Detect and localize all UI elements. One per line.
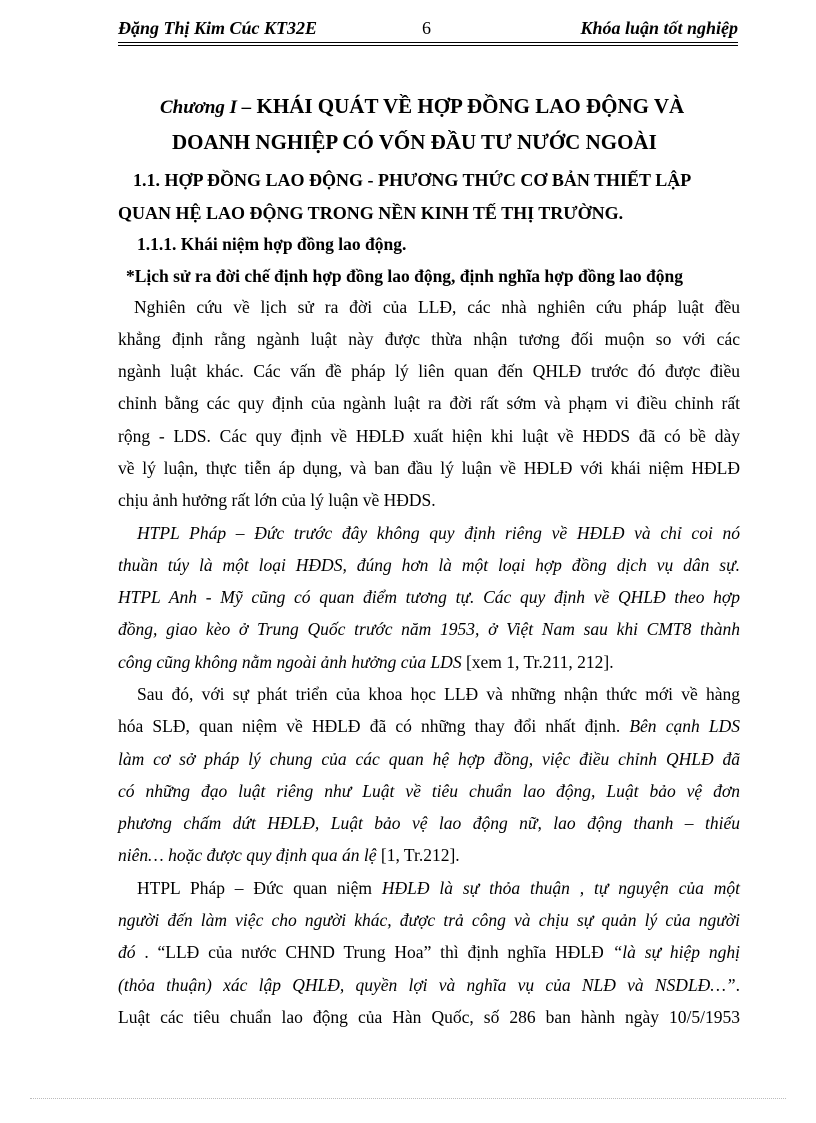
para4-italic-text: (thỏa thuận) xác lập QHLĐ, quyền lợi và nghĩa vụ của NLĐ và NSDLĐ…”	[118, 975, 736, 995]
para1-line: về lý luận, thực tiễn áp dụng, và ban đầu lý luận về HĐLĐ với khái niệm HĐLĐ	[118, 458, 740, 478]
section-heading-line2: QUAN HỆ LAO ĐỘNG TRONG NỀN KINH TẾ THỊ TRƯỜNG.	[118, 203, 624, 223]
header-doc-type: Khóa luận tốt nghiệp	[580, 18, 738, 38]
chapter-title-line2: DOANH NGHIỆP CÓ VỐN ĐẦU TƯ NƯỚC NGOÀI	[172, 130, 657, 154]
para4-line	[118, 942, 740, 963]
para3-italic-text: niên… hoặc được quy định qua án lệ	[118, 845, 377, 865]
para4-line	[118, 975, 740, 996]
para1-line: khẳng định rằng ngành luật này được thừa nhận tương đối muộn so với các	[118, 329, 740, 349]
para1-line: rộng - LDS. Các quy định về HĐLĐ xuất hiện khi luật về HĐDS đã có bề dày	[118, 426, 740, 446]
para1-line: Nghiên cứu về lịch sử ra đời của LLĐ, các nhà nghiên cứu pháp luật đều	[134, 297, 740, 317]
para4-italic-text: đó	[118, 942, 136, 962]
para3-italic-text: Bên cạnh LDS	[620, 716, 740, 736]
para3-line: có những đạo luật riêng như Luật về tiêu chuẩn lao động, Luật bảo vệ đơn	[118, 781, 740, 801]
para4-italic-text: “là sự hiệp nghị	[612, 942, 740, 962]
para2-last-line	[118, 652, 740, 673]
para4-line: Luật các tiêu chuẩn lao động của Hàn Quốc, số 286 ban hành ngày 10/5/1953	[118, 1007, 740, 1027]
page-header	[118, 16, 738, 46]
subsection-heading: 1.1.1. Khái niệm hợp đồng lao động.	[137, 234, 407, 254]
para2-citation: [xem 1, Tr.211, 212].	[461, 652, 614, 672]
para1-line: ngành luật khác. Các vấn đề pháp lý liên quan đến QHLĐ trước đó được điều	[118, 361, 740, 381]
para2-text: công cũng không nằm ngoài ảnh hưởng của LDS	[118, 652, 462, 672]
chapter-title-text1: KHÁI QUÁT VỀ HỢP ĐỒNG LAO ĐỘNG VÀ	[251, 94, 685, 118]
para4-italic-text: HĐLĐ là sự thỏa thuận , tự nguyện của một	[372, 878, 741, 898]
para4-text: . “LLĐ của nước CHND Trung Hoa” thì định nghĩa HĐLĐ	[135, 942, 613, 962]
para4-line: người đến làm việc cho người khác, được trả công và chịu sự quản lý của người	[118, 910, 740, 930]
para1-line: chịu ảnh hưởng rất lớn của lý luận về HĐDS.	[118, 490, 436, 510]
para3-line: phương chấm dứt HĐLĐ, Luật bảo vệ lao động nữ, lao động thanh – thiếu	[118, 813, 740, 833]
para2-line: thuần túy là một loại HĐDS, đúng hơn là một loại hợp đồng dịch vụ dân sự.	[118, 555, 740, 575]
para2-line: đồng, giao kèo ở Trung Quốc trước năm 1953, ở Việt Nam sau khi CMT8 thành	[118, 619, 740, 639]
para3-line: làm cơ sở pháp lý chung của các quan hệ hợp đồng, việc điều chỉnh QHLĐ đã	[118, 749, 740, 769]
chapter-title-line1	[160, 94, 740, 119]
header-page-number: 6	[422, 18, 431, 38]
page-bottom-rule	[30, 1098, 786, 1099]
para3-last-line	[118, 845, 740, 866]
para4-text: .	[735, 975, 740, 995]
para3-text: hóa SLĐ, quan niệm về HĐLĐ đã có những thay đổi nhất định.	[118, 716, 621, 736]
para4-text: HTPL Pháp – Đức quan niệm	[137, 878, 373, 898]
para4-line	[137, 878, 740, 899]
para1-line: chỉnh bằng các quy định của ngành luật ra đời rất sớm và phạm vi điều chỉnh rất	[118, 393, 740, 413]
para2-line: HTPL Pháp – Đức trước đây không quy định riêng về HĐLĐ và chỉ coi nó	[137, 523, 740, 543]
para2-line: HTPL Anh - Mỹ cũng có quan điểm tương tự. Các quy định về QHLĐ theo hợp	[118, 587, 740, 607]
header-author: Đặng Thị Kim Cúc KT32E	[118, 18, 318, 38]
topic-heading: *Lịch sử ra đời chế định hợp đồng lao động, định nghĩa hợp đồng lao động	[126, 266, 684, 286]
chapter-label: Chương I –	[160, 97, 252, 118]
para3-line: Sau đó, với sự phát triển của khoa học LLĐ và những nhận thức mới về hàng	[137, 684, 740, 704]
para3-citation: [1, Tr.212].	[376, 845, 460, 865]
section-heading-line1: 1.1. HỢP ĐỒNG LAO ĐỘNG - PHƯƠNG THỨC CƠ BẢN THIẾT LẬP	[133, 170, 692, 190]
para3-line	[118, 716, 740, 737]
